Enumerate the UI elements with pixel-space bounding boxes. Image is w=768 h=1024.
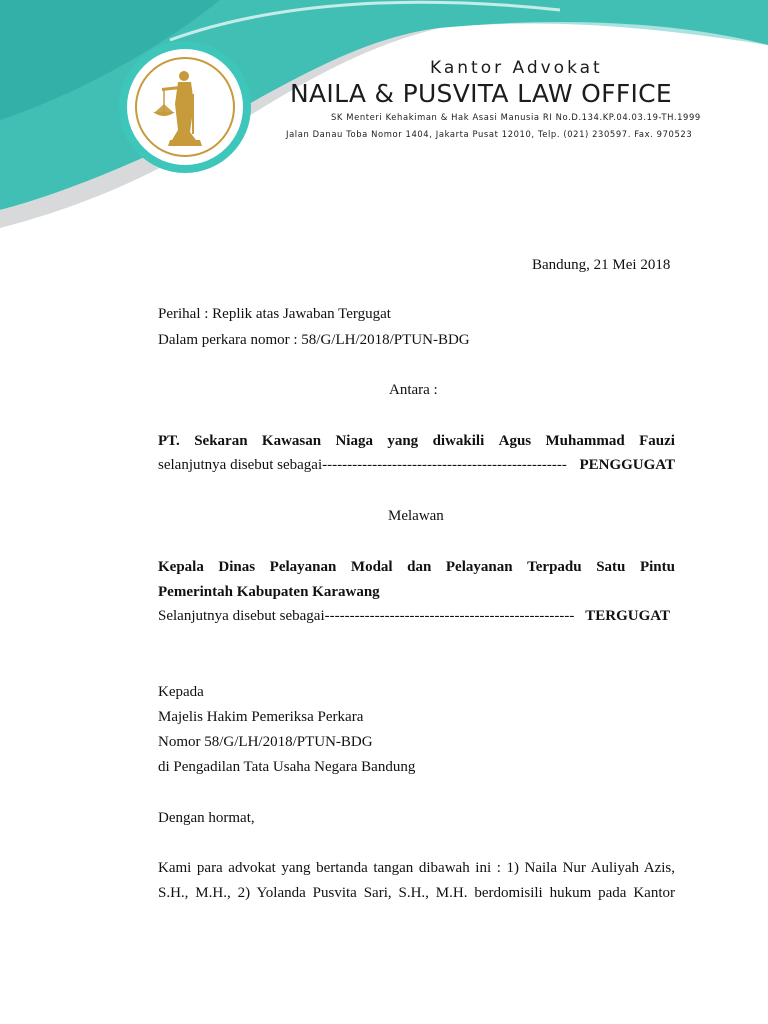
greeting: Dengan hormat, xyxy=(158,810,255,826)
antara-heading: Antara : xyxy=(389,382,438,398)
body-line1: Kami para advokat yang bertanda tangan dibawah ini : 1) Naila Nur Auliyah Azis, xyxy=(158,860,675,876)
letterhead-address: Jalan Danau Toba Nomor 1404, Jakarta Pusat 12010, Telp. (021) 230597. Fax. 970523 xyxy=(286,129,693,139)
penggugat-name-word: diwakili xyxy=(432,433,485,449)
penggugat-name-word: Sekaran xyxy=(194,433,248,449)
penggugat-label: PENGGUGAT xyxy=(579,457,675,473)
tergugat-name-word: Modal xyxy=(350,559,393,575)
tergugat-dashes: -------------------------------------------------- xyxy=(324,608,575,624)
penggugat-name-word: Kawasan xyxy=(261,433,322,449)
kepada: Kepada xyxy=(158,684,204,700)
melawan-heading: Melawan xyxy=(388,508,444,524)
letterhead-sk-line: SK Menteri Kehakiman & Hak Asasi Manusia RI No.D.134.KP.04.03.19-TH.1999 xyxy=(331,112,701,122)
tergugat-name-word: Dinas xyxy=(218,559,256,575)
tergugat-name-word: Pelayanan xyxy=(269,559,337,575)
letter-date: Bandung, 21 Mei 2018 xyxy=(532,257,671,273)
penggugat-name-word: yang xyxy=(387,433,419,449)
penggugat-dashes: ------------------------------------------------- xyxy=(322,457,567,473)
addressee-line2: Nomor 58/G/LH/2018/PTUN-BDG xyxy=(158,734,373,750)
body-line2: S.H., M.H., 2) Yolanda Pusvita Sari, S.H., M.H. berdomisili hukum pada Kantor xyxy=(158,885,675,901)
tergugat-label: TERGUGAT xyxy=(585,608,670,624)
penggugat-name xyxy=(158,432,675,450)
tergugat-name-word: Pelayanan xyxy=(445,559,513,575)
lady-justice-logo-icon xyxy=(118,40,252,174)
tergugat-prefix: Selanjutnya disebut sebagai xyxy=(158,608,325,624)
tergugat-name-line2: Pemerintah Kabupaten Karawang xyxy=(158,584,380,600)
tergugat-name-line1 xyxy=(158,558,675,576)
addressee-line1: Majelis Hakim Pemeriksa Perkara xyxy=(158,709,364,725)
addressee-line3: di Pengadilan Tata Usaha Negara Bandung xyxy=(158,759,416,775)
penggugat-name-word: Agus xyxy=(498,433,532,449)
tergugat-name-word: Terpadu xyxy=(527,559,582,575)
penggugat-name-word: Fauzi xyxy=(639,433,675,449)
penggugat-name-word: Niaga xyxy=(335,433,373,449)
tergugat-name-word: Satu xyxy=(596,559,626,575)
penggugat-designation xyxy=(158,456,675,474)
penggugat-name-word: PT. xyxy=(158,433,180,449)
letterhead-kantor: Kantor Advokat xyxy=(430,58,603,78)
tergugat-name-word: Pintu xyxy=(639,559,675,575)
letterhead-firm-name: NAILA & PUSVITA LAW OFFICE xyxy=(290,79,673,108)
letter-perkara: Dalam perkara nomor : 58/G/LH/2018/PTUN-BDG xyxy=(158,332,470,348)
tergugat-name-word: dan xyxy=(407,559,432,575)
tergugat-designation xyxy=(158,607,670,625)
letter-perihal: Perihal : Replik atas Jawaban Tergugat xyxy=(158,306,391,322)
penggugat-name-word: Muhammad xyxy=(545,433,625,449)
tergugat-name-word: Kepala xyxy=(158,559,204,575)
penggugat-prefix: selanjutnya disebut sebagai xyxy=(158,457,323,473)
